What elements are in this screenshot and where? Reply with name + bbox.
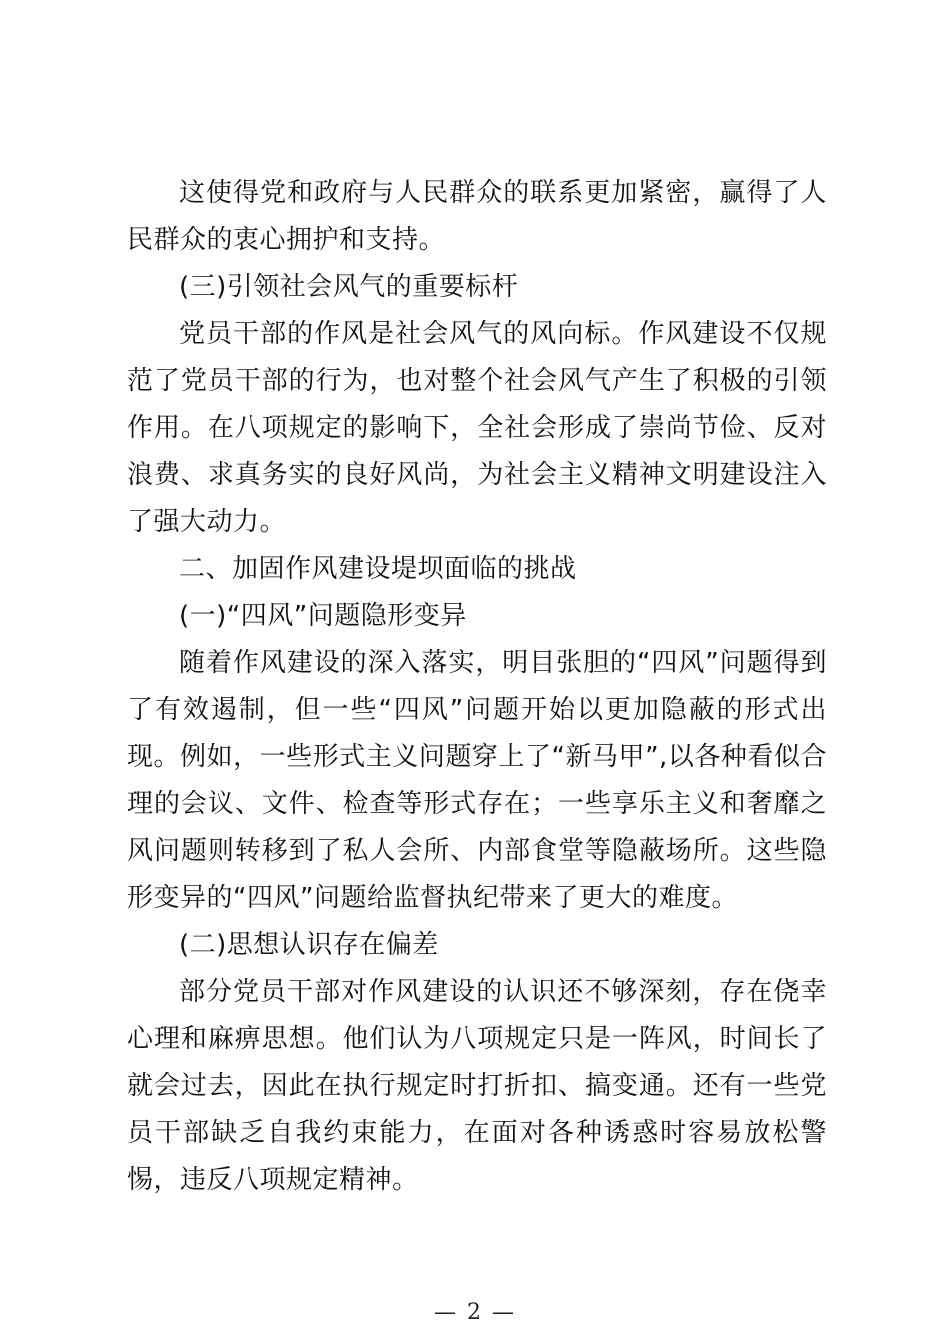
paragraph-1: 这使得党和政府与人民群众的联系更加紧密，赢得了人民群众的衷心拥护和支持。 [127, 178, 827, 255]
chapter-heading-2: 二、加固作风建设堤坝面临的挑战 [179, 554, 577, 584]
section-heading-1: (一)“四风”问题隐形变异 [179, 601, 467, 631]
page-number: — 2 — [434, 1300, 516, 1325]
section-heading-2: (二)思想认识存在偏差 [179, 930, 439, 960]
section-heading-3: (三)引领社会风气的重要标杆 [179, 272, 519, 302]
paragraph-2: 党员干部的作风是社会风气的风向标。作风建设不仅规范了党员干部的行为，也对整个社会风气产生了积极的引领作用。在八项规定的影响下，全社会形成了崇尚节俭、反对浪费、求真务实的良好风尚，为社会主义精神文明建设注入了强大动力。 [127, 319, 827, 537]
document-body [127, 170, 827, 1204]
paragraph-4: 部分党员干部对作风建设的认识还不够深刻，存在侥幸心理和麻痹思想。他们认为八项规定只是一阵风，时间长了就会过去，因此在执行规定时打折扣、搞变通。还有一些党员干部缺乏自我约束能力，在面对各种诱惑时容易放松警惕，违反八项规定精神。 [127, 977, 827, 1195]
paragraph-3: 随着作风建设的深入落实，明目张胆的“四风”问题得到了有效遏制，但一些“四风”问题开始以更加隐蔽的形式出现。例如，一些形式主义问题穿上了“新马甲”,以各种看似合理的会议、文件、检查等形式存在；一些享乐主义和奢靡之风问题则转移到了私人会所、内部食堂等隐蔽场所。这些隐形变异的“四风”问题给监督执纪带来了更大的难度。 [127, 648, 827, 913]
